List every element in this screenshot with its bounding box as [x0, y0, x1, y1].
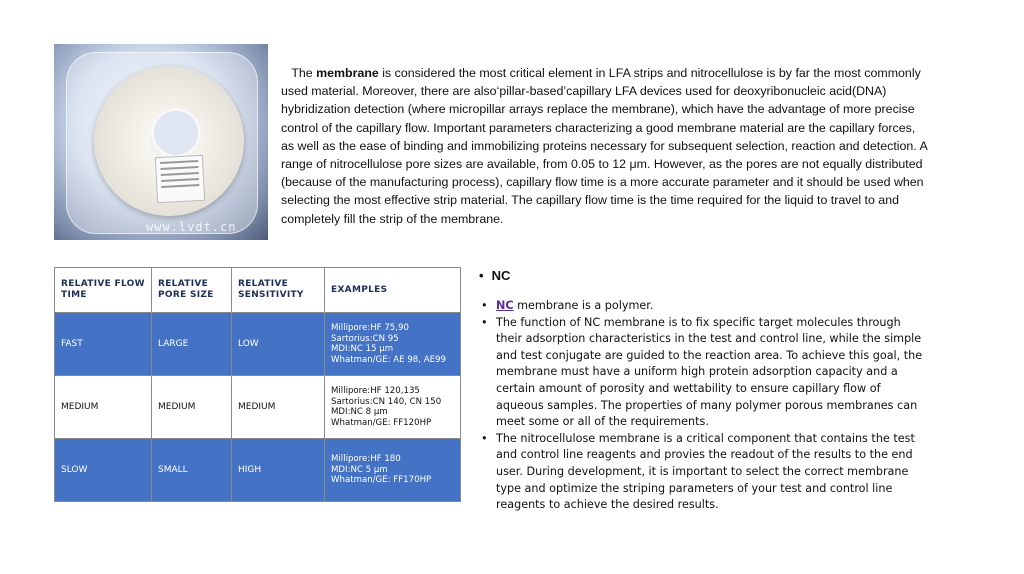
intro-bold-term: membrane	[316, 66, 379, 80]
nc-link[interactable]: NC	[496, 299, 514, 312]
cell-pore-size: LARGE	[152, 313, 232, 376]
cell-flow-time: SLOW	[55, 439, 152, 502]
roll-core-graphic	[151, 108, 201, 158]
nc-item1-text: membrane is a polymer.	[513, 299, 654, 312]
membrane-comparison-table	[54, 267, 461, 502]
header-flow-time: RELATIVE FLOW TIME	[55, 268, 152, 313]
membrane-intro-paragraph	[281, 64, 931, 228]
intro-body: is considered the most critical element in LFA strips and nitrocellulose is by far the most commonly used material. Moreover, there are also‘pillar-based’capillary LFA devices used for deoxyribonucleic acid(DNA) hybridization detection (where micropillar arrays replace the membrane), which have the advantage of more precise control of the capillary flow. Important parameters characterizing a good membrane material are the capillary forces, as well as the ease of binding and immobilizing proteins necessary for subsequent selection, reaction and detection. A range of nitrocellulose pore sizes are available, from 0.05 to 12 μm. However, as the pores are not equally distributed (because of the manufacturing process), capillary flow time is a more accurate parameter and it should be used when selecting the most effective strip material. The capillary flow time is the time required for the liquid to travel to and completely fill the strip of the membrane.	[281, 66, 928, 226]
cell-examples: Millipore:HF 75,90 Sartorius:CN 95 MDI:NC 15 μm Whatman/GE: AE 98, AE99	[325, 313, 461, 376]
nc-bullet-list	[480, 298, 925, 514]
cell-examples: Millipore:HF 120,135 Sartorius:CN 140, CN 150 MDI:NC 8 μm Whatman/GE: FF120HP	[325, 376, 461, 439]
membrane-roll-photo	[54, 44, 268, 240]
bullet-icon: •	[481, 431, 488, 445]
list-item	[480, 315, 925, 431]
cell-sensitivity: HIGH	[232, 439, 325, 502]
table-row	[55, 313, 461, 376]
cell-flow-time: MEDIUM	[55, 376, 152, 439]
list-item	[480, 298, 925, 315]
cell-pore-size: MEDIUM	[152, 376, 232, 439]
product-label-graphic	[155, 155, 205, 203]
header-pore-size: RELATIVE PORE SIZE	[152, 268, 232, 313]
cell-sensitivity: LOW	[232, 313, 325, 376]
header-examples: EXAMPLES	[325, 268, 461, 313]
nc-item2-text: The function of NC membrane is to fix specific target molecules through their adsorption characteristics in the test and control line, while the simple and test conjugate are guided to the reaction area. To achieve this goal, the membrane must have a uniform high protein adsorption capacity and a certain amount of porosity and wettability to ensure capillary flow of aqueous samples. The properties of many polymer porous membranes can meet some or all of the requirements.	[496, 315, 923, 429]
nc-heading-text: NC	[491, 268, 511, 283]
intro-lead: The	[291, 66, 317, 80]
table-row	[55, 439, 461, 502]
nc-section-heading	[479, 268, 510, 283]
header-sensitivity: RELATIVE SENSITIVITY	[232, 268, 325, 313]
nc-item3-text: The nitrocellulose membrane is a critical component that contains the test and control line reagents and provies the readout of the results to the end user. During development, it is important to select the correct membrane type and optimize the striping parameters of your test and control line reagents to achieve the desired results.	[496, 431, 915, 512]
cell-pore-size: SMALL	[152, 439, 232, 502]
table-header-row	[55, 268, 461, 313]
cell-sensitivity: MEDIUM	[232, 376, 325, 439]
list-item	[480, 431, 925, 514]
bullet-icon: •	[479, 268, 484, 283]
bullet-icon: •	[481, 315, 488, 329]
cell-examples: Millipore:HF 180 MDI:NC 5 μm Whatman/GE: FF170HP	[325, 439, 461, 502]
cell-flow-time: FAST	[55, 313, 152, 376]
photo-watermark: www.lvdt.cn	[146, 220, 237, 234]
bullet-icon: •	[481, 299, 488, 312]
table-row	[55, 376, 461, 439]
